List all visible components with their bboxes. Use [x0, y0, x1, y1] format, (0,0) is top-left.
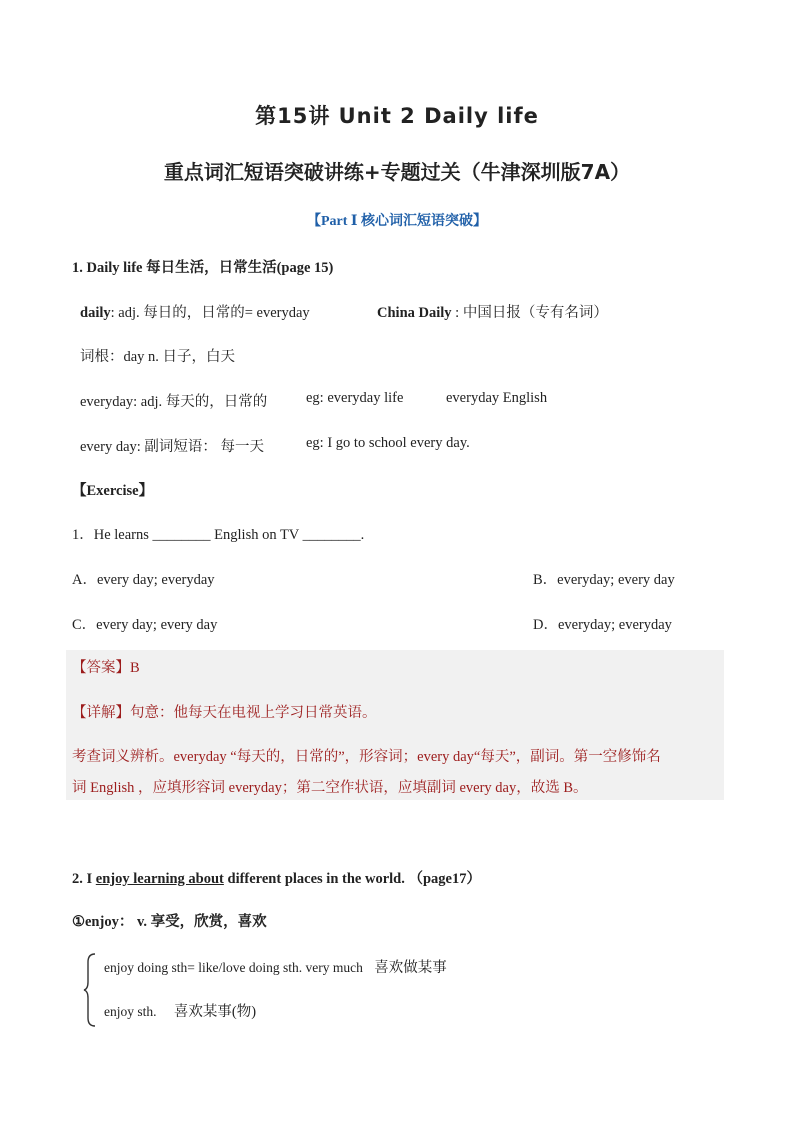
enjoy-usage-2-meaning: 喜欢某事(物) — [173, 1004, 257, 1020]
option-d: D．everyday; everyday — [533, 617, 672, 633]
answer-line — [72, 656, 140, 677]
answer-label: 【答案】 — [72, 660, 130, 676]
detail-label: 【详解】 — [72, 705, 130, 721]
enjoy-usage-2-phrase: enjoy sth. — [104, 1004, 157, 1019]
item2-heading-pre: 2. I — [72, 871, 96, 887]
item1-line3a: everyday: adj. 每天的，日常的 — [80, 394, 268, 410]
item1-line2: 词根：day n. 日子，白天 — [80, 349, 236, 365]
enjoy-usage-1 — [104, 956, 447, 977]
item1-line4a: every day: 副词短语： 每一天 — [80, 439, 265, 455]
brace-icon — [82, 952, 98, 1028]
detail-line — [72, 701, 377, 722]
exercise-label: 【Exercise】 — [72, 483, 154, 499]
term-china-daily: China Daily — [377, 305, 452, 321]
item1-line1b — [377, 301, 608, 322]
enjoy-usage-2 — [104, 1000, 256, 1021]
enjoy-usage-1-meaning: 喜欢做某事 — [374, 960, 447, 976]
enjoy-definition: ①enjoy： v. 享受，欣赏，喜欢 — [72, 914, 267, 930]
item1-heading: 1. Daily life 每日生活，日常生活(page 15) — [72, 260, 334, 276]
option-c: C．every day; every day — [72, 617, 218, 633]
section-heading: 【Part Ⅰ 核心词汇短语突破】 — [307, 214, 487, 229]
detail-text: 句意：他每天在电视上学习日常英语。 — [130, 705, 377, 721]
item1-line4b: eg: I go to school every day. — [306, 435, 470, 451]
item1-line3c: everyday English — [446, 390, 548, 406]
item2-heading-post: different places in the world. （page17） — [223, 871, 481, 887]
term-daily: daily — [80, 305, 111, 321]
enjoy-usage-1-phrase: enjoy doing sth= like/love doing sth. very much — [104, 960, 363, 975]
option-b: B．everyday; every day — [533, 572, 675, 588]
exercise-question: 1．He learns ________ English on TV ________. — [72, 527, 365, 543]
page-subtitle: 重点词汇短语突破讲练+专题过关（牛津深圳版7A） — [163, 160, 631, 184]
option-a: A．every day; everyday — [72, 572, 215, 588]
item2-heading-underlined: enjoy learning about — [95, 871, 224, 887]
term-daily-def: : adj. 每日的，日常的= everyday — [110, 305, 310, 321]
item1-line3b: eg: everyday life — [306, 390, 404, 406]
explain-line-2: 词 English ，应填形容词 everyday；第二空作状语，应填副词 every day，故选 B。 — [72, 780, 588, 796]
item1-line1 — [80, 301, 310, 322]
term-china-daily-def: : 中国日报（专有名词） — [451, 305, 608, 321]
answer-value: B — [130, 660, 140, 676]
page-title: 第15讲 Unit 2 Daily life — [255, 104, 539, 128]
item2-heading — [72, 867, 481, 888]
explain-line-1: 考查词义辨析。everyday “每天的，日常的”，形容词；every day“每天”，副词。第一空修饰名 — [72, 749, 661, 765]
